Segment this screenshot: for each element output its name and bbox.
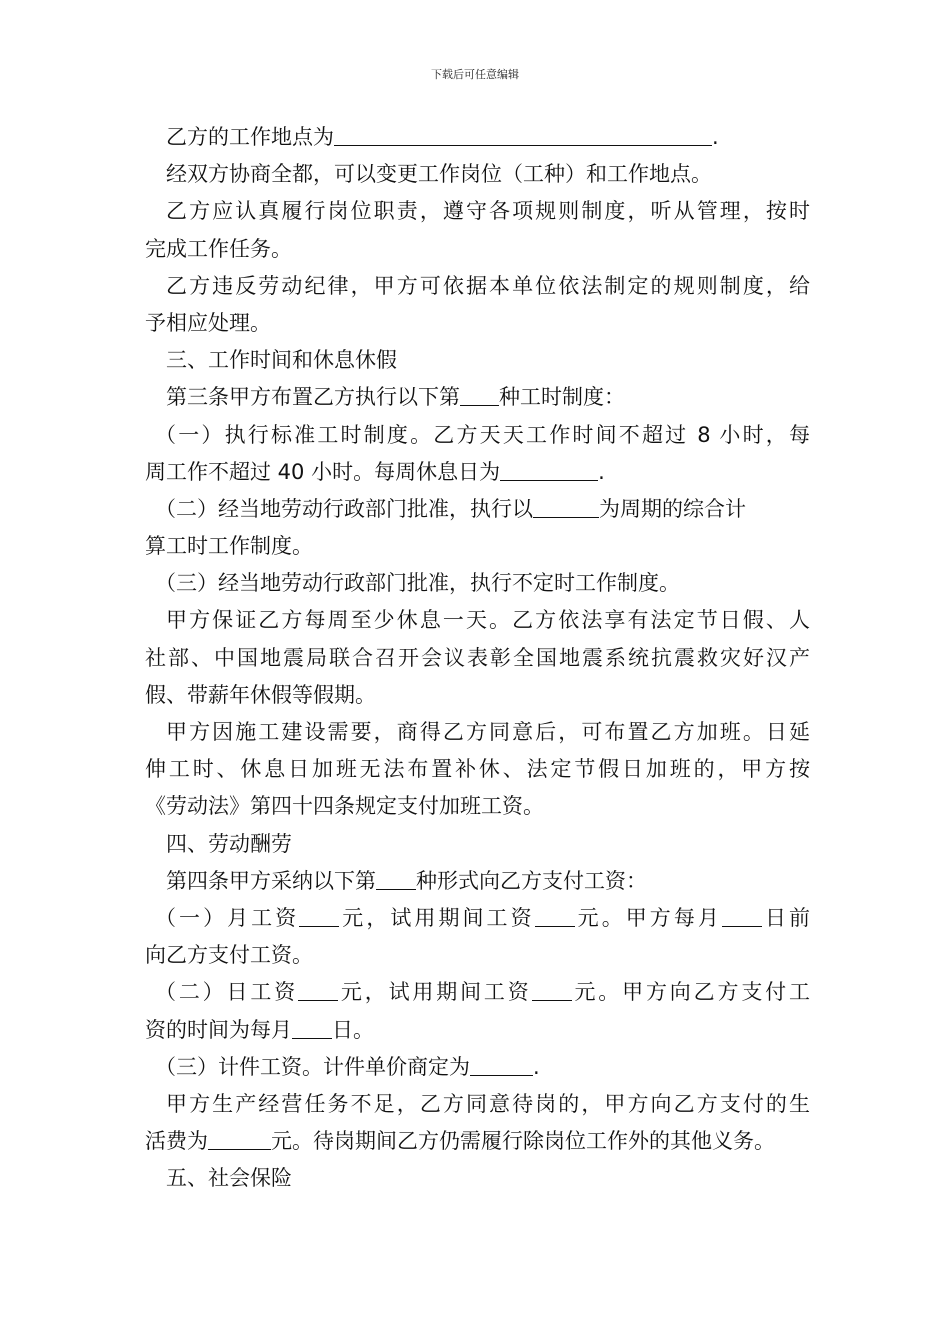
paragraph-line [145, 1012, 810, 1049]
text-segment: 元。甲方向乙方支付工 [571, 980, 811, 1005]
paragraph-line [145, 454, 810, 491]
text-segment: 种形式向乙方支付工资： [416, 868, 647, 893]
text-segment: 元，试用期间工资 [338, 980, 532, 1005]
fill-blank [298, 978, 338, 1001]
fill-blank [722, 904, 762, 927]
paragraph-line: 经双方协商全都，可以变更工作岗位（工种）和工作地点。 [166, 162, 712, 187]
text-segment: . [533, 1054, 540, 1079]
paragraph-line: 甲方因施工建设需要，商得乙方同意后，可布置乙方加班。日延 [166, 720, 810, 744]
text-segment: 资的时间为每月 [145, 1017, 292, 1042]
text-segment: （一）月工资 [155, 905, 300, 930]
article-line [145, 379, 810, 416]
paragraph-line: 甲方生产经营任务不足，乙方同意待岗的，甲方向乙方支付的生 [166, 1091, 810, 1116]
paragraph-line [145, 491, 810, 528]
text-segment: . [712, 125, 719, 149]
text-segment: . [598, 459, 605, 484]
text-segment: 种工时制度： [499, 385, 625, 410]
paragraph-line: 伸工时、休息日加班无法布置补休、法定节假日加班的，甲方按 [145, 757, 810, 782]
fill-blank [208, 1127, 271, 1150]
paragraph-line: 社部、中国地震局联合召开会议表彰全国地震系统抗震救灾好汉产 [145, 645, 810, 670]
section-heading: 五、社会保险 [166, 1166, 292, 1191]
text-segment: 元。待岗期间乙方仍需履行除岗位工作外的其他义务。 [271, 1129, 775, 1154]
paragraph-line: 完成工作任务。 [145, 236, 292, 261]
fill-blank [532, 978, 572, 1001]
text-segment: 第三条甲方布置乙方执行以下第 [166, 385, 460, 410]
section-heading: 四、劳动酬劳 [166, 831, 292, 856]
fill-blank [533, 495, 599, 518]
fill-blank [535, 904, 575, 927]
paragraph-line: （一）执行标准工时制度。乙方天天工作时间不超过 8 小时，每 [155, 422, 810, 447]
paragraph-line: 甲方保证乙方每周至少休息一天。乙方依法享有法定节日假、人 [166, 608, 810, 633]
page-header: 下载后可任意编辑 [431, 68, 519, 81]
text-segment: 活费为 [145, 1129, 208, 1154]
fill-blank [470, 1053, 533, 1076]
fill-blank [299, 904, 339, 927]
text-segment: 第四条甲方采纳以下第 [166, 868, 376, 893]
workplace-line [145, 119, 810, 156]
paragraph-line [145, 974, 810, 1011]
paragraph-line: 向乙方支付工资。 [145, 943, 313, 968]
text-segment: 周工作不超过 40 小时。每周休息日为 [145, 459, 501, 484]
text-segment: 乙方的工作地点为 [166, 125, 334, 149]
text-segment: 元。甲方每月 [574, 905, 722, 930]
section-heading: 三、工作时间和休息休假 [166, 348, 397, 373]
paragraph-line: 《劳动法》第四十四条规定支付加班工资。 [145, 794, 544, 819]
text-segment: （二）日工资 [155, 980, 299, 1005]
fill-blank [500, 458, 598, 481]
fill-blank [292, 1016, 332, 1039]
text-segment: 为周期的综合计 [599, 496, 746, 521]
text-segment: 日。 [332, 1017, 374, 1042]
paragraph-line: 乙方应认真履行岗位职责，遵守各项规则制度，听从管理，按时 [166, 199, 810, 224]
article-line [145, 863, 810, 900]
paragraph-line: 算工时工作制度。 [145, 534, 313, 559]
workplace-blank [334, 123, 712, 146]
document-body [145, 119, 810, 1197]
paragraph-line [145, 1123, 810, 1160]
fill-blank [376, 867, 416, 890]
text-segment: （二）经当地劳动行政部门批准，执行以 [155, 496, 533, 521]
text-segment: 元，试用期间工资 [339, 905, 535, 930]
paragraph-line: 假、带薪年休假等假期。 [145, 682, 376, 707]
fill-blank [460, 383, 499, 406]
paragraph-line [145, 1049, 810, 1086]
paragraph-line [145, 900, 810, 937]
paragraph-line: （三）经当地劳动行政部门批准，执行不定时工作制度。 [155, 571, 680, 596]
paragraph-line: 乙方违反劳动纪律，甲方可依据本单位依法制定的规则制度，给 [166, 273, 810, 298]
paragraph-line: 予相应处理。 [145, 310, 271, 335]
text-segment: 日前 [761, 905, 811, 930]
text-segment: （三）计件工资。计件单价商定为 [155, 1054, 470, 1079]
